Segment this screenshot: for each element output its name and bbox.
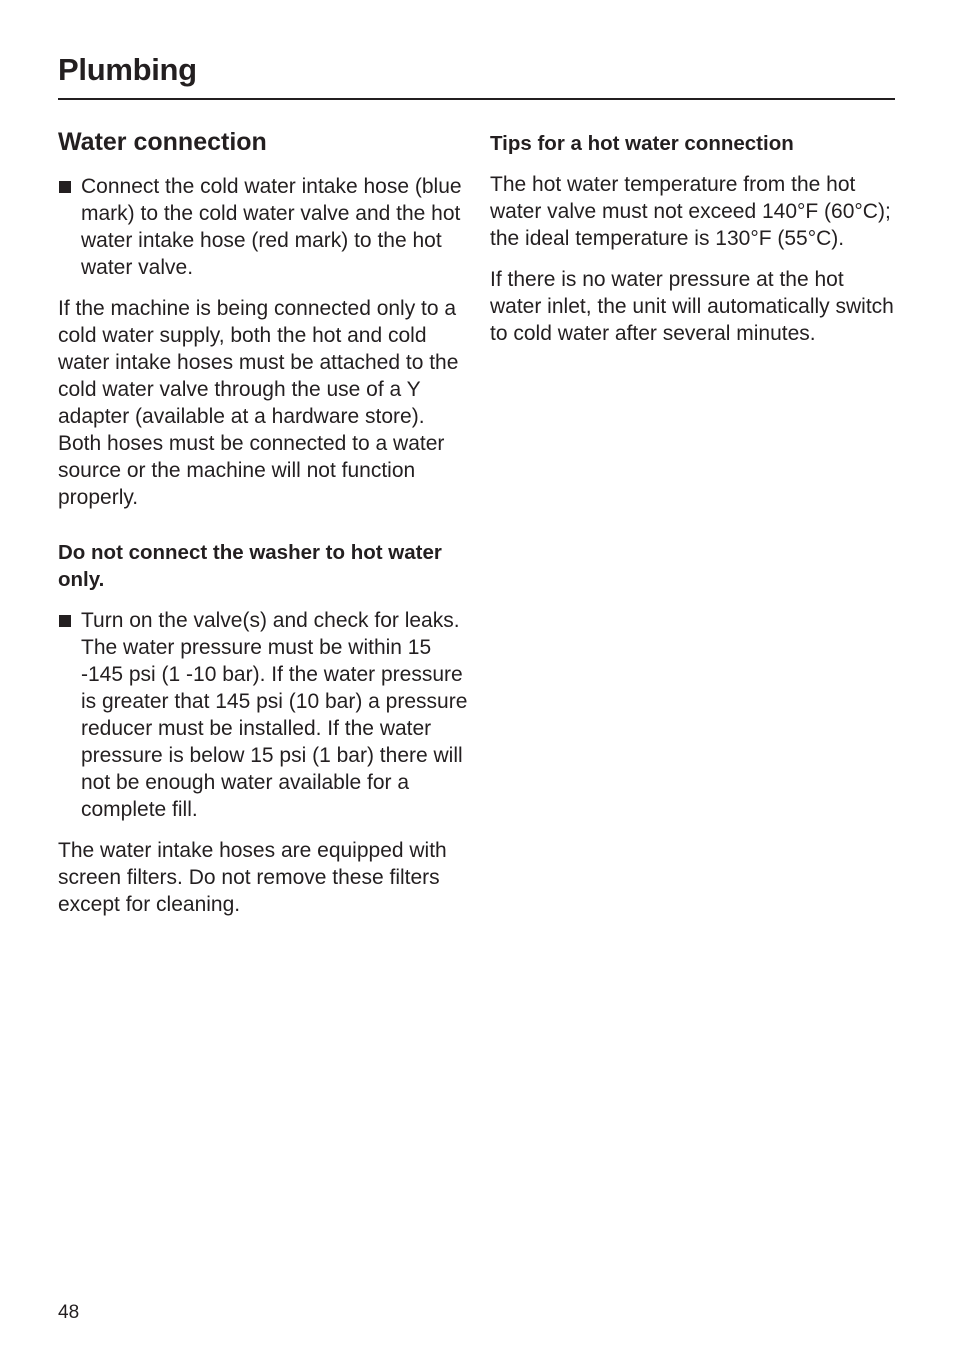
bullet-item-connect-hoses [58, 173, 468, 281]
page-title: Plumbing [58, 52, 197, 87]
bullet-text: Connect the cold water intake hose (blue mark) to the cold water valve and the hot water intake hose (red mark) to the hot water valve. [81, 175, 462, 279]
left-column [58, 124, 468, 918]
paragraph-hot-water-temperature: The hot water temperature from the hot water valve must not exceed 140°F (60°C); the ideal temperature is 130°F (55°C). [490, 173, 891, 250]
square-bullet-icon [59, 615, 71, 627]
warning-hot-water-only: Do not connect the washer to hot water only. [58, 541, 442, 591]
paragraph-no-pressure: If there is no water pressure at the hot water inlet, the unit will automatically switch to cold water after several minutes. [490, 268, 894, 345]
square-bullet-icon [59, 181, 71, 193]
paragraph-screen-filters: The water intake hoses are equipped with screen filters. Do not remove these filters except for cleaning. [58, 839, 447, 916]
bullet-text: Turn on the valve(s) and check for leaks. The water pressure must be within 15 -145 psi (1 -10 bar). If the water pressure is greater that 145 psi (10 bar) a pressure reducer must be installed. If the water pressure is below 15 psi (1 bar) there will not be enough water available for a complete fill. [81, 609, 468, 821]
bullet-item-water-pressure [58, 607, 468, 823]
title-divider [58, 98, 895, 100]
section-heading-water-connection: Water connection [58, 128, 267, 156]
paragraph-cold-supply: If the machine is being connected only to a cold water supply, both the hot and cold water intake hoses must be attached to the cold water valve through the use of a Y adapter (available at a hardware store). Both hoses must be connected to a water source or the machine will not function properly. [58, 297, 459, 509]
section-heading-hot-water-tips: Tips for a hot water connection [490, 132, 794, 155]
page-number: 48 [58, 1302, 80, 1323]
right-column [490, 124, 895, 347]
